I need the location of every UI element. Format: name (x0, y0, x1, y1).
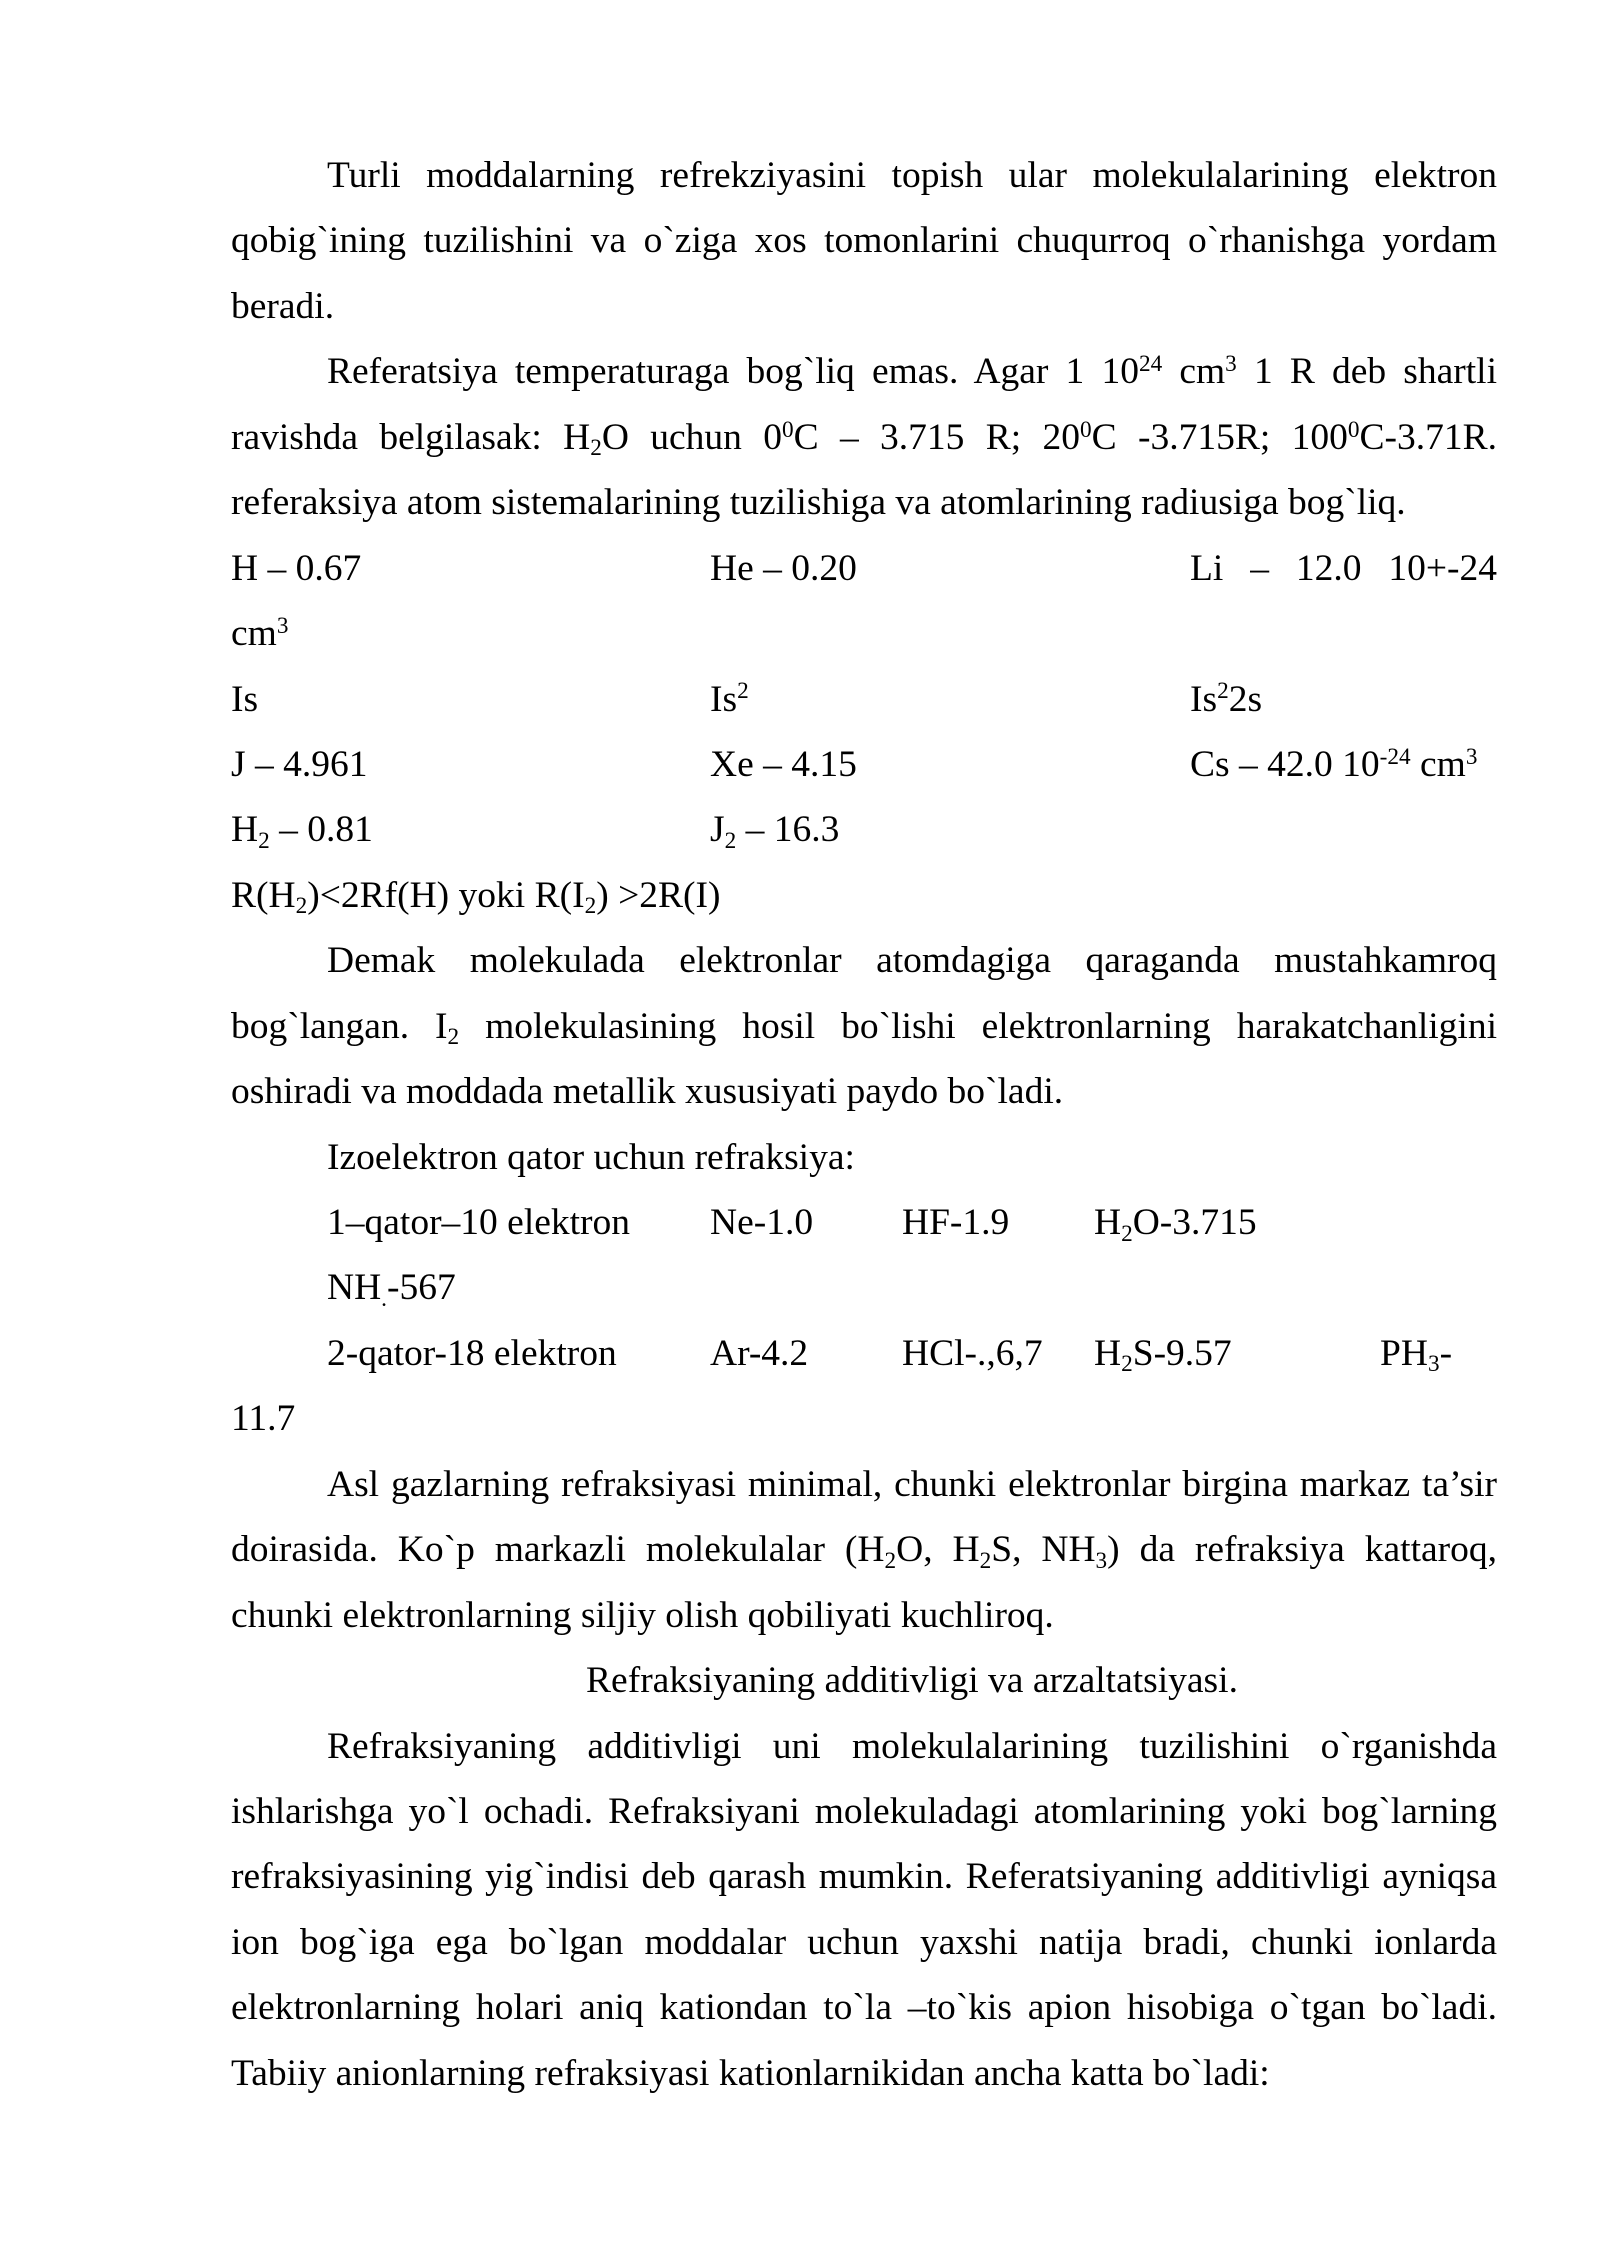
text-segment: J (710, 809, 725, 851)
isoelectronic-row-2 (231, 1321, 1497, 1386)
table-cell: He – 0.20 (710, 547, 857, 589)
text-segment: – 16.3 (736, 809, 840, 851)
subscript: 3 (1427, 1351, 1440, 1378)
table-cell (231, 797, 373, 862)
table-cell: J – 4.961 (231, 743, 368, 785)
paragraph-3-line-1: Demak molekulada elektronlar atomdagiga qaraganda mustahkamroq (327, 940, 1497, 982)
table-cell (710, 667, 749, 732)
subscript: 2 (979, 1547, 992, 1574)
table-cell (710, 797, 839, 862)
paragraph-5-line-6: Tabiiy anionlarning refraksiyasi kationlarnikidan ancha katta bo`ladi: (231, 2052, 1270, 2094)
paragraph-1-line-1: Turli moddalarning refrekziyasini topish ular molekulalarining elektron (327, 155, 1497, 196)
text-segment: S, NH (991, 1529, 1096, 1571)
text-segment: ) da refraksiya kattaroq, (1107, 1529, 1497, 1571)
series-value: HCl-.,6,7 (902, 1332, 1043, 1374)
subscript: 2 (1121, 1351, 1133, 1378)
table-row-3 (231, 732, 1497, 797)
table-row-2 (231, 667, 1497, 732)
text-segment: - (1439, 1332, 1453, 1374)
text-segment: O, H (896, 1529, 980, 1571)
paragraph-4-line-1: Asl gazlarning refraksiyasi minimal, chunki elektronlar birgina markaz ta’sir (327, 1463, 1497, 1505)
text-segment: cm (231, 613, 277, 655)
subscript: 2 (295, 893, 308, 920)
subscript: 2 (1121, 1220, 1133, 1247)
text-segment: cm (1162, 351, 1226, 393)
subscript: . (381, 1285, 387, 1312)
text-segment: -567 (386, 1267, 456, 1309)
text-segment: doirasida. Ko`p markazli molekulalar (H (231, 1529, 885, 1571)
section-heading: Refraksiyaning additivligi va arzaltatsiyasi. (586, 1660, 1238, 1702)
text-segment: C-3.71R. (1359, 416, 1497, 458)
superscript: 0 (1080, 416, 1092, 443)
text-segment: 1 R deb shartli (1236, 351, 1497, 393)
text-segment: C – 3.715 R; 20 (793, 416, 1081, 458)
table-cell (1190, 667, 1262, 732)
text-segment: NH (327, 1267, 382, 1309)
text-segment: Referatsiya temperaturaga bog`liq emas. Agar 1 10 (327, 351, 1139, 393)
series-label: 1–qator–10 elektron (327, 1202, 631, 1243)
paragraph-5-line-4: ion bog`iga ega bo`lgan moddalar uchun yaxshi natija bradi, chunki ionlarda (231, 1921, 1497, 1963)
text-segment: bog`langan. I (231, 1005, 448, 1047)
paragraph-2-line-1 (231, 339, 1497, 404)
isoelectronic-row-1 (231, 1190, 1497, 1255)
superscript: 2 (1217, 678, 1229, 705)
subscript: 3 (1095, 1547, 1108, 1574)
text-segment: H (231, 809, 259, 851)
superscript: 3 (276, 612, 289, 639)
subscript: 2 (724, 827, 737, 854)
table-cell: Li – 12.0 10+-24 (1190, 547, 1497, 589)
paragraph-2-line-3: referaksiya atom sistemalarining tuzilishiga va atomlarining radiusiga bog`liq. (231, 482, 1406, 524)
paragraph-3-line-3: oshiradi va moddada metallik xususiyati paydo bo`ladi. (231, 1071, 1064, 1113)
subscript: 2 (584, 893, 597, 920)
series-value (1094, 1321, 1232, 1386)
text-segment: R(H (231, 874, 296, 916)
text-segment: Is (1190, 678, 1218, 720)
table-cell: Xe – 4.15 (710, 743, 857, 785)
text-segment: C -3.715R; 100 (1091, 416, 1348, 458)
page-body (231, 143, 1497, 2106)
paragraph-2-line-2 (231, 405, 1497, 470)
text-segment: )<2Rf(H) yoki R(I (307, 874, 585, 916)
text-segment: cm (1410, 743, 1466, 785)
paragraph-4-line-2 (231, 1517, 1497, 1582)
series-value (327, 1255, 456, 1320)
paragraph-3-line-2 (231, 994, 1497, 1059)
table-cell (1190, 732, 1477, 797)
paragraph-5-line-2: ishlarishga yo`l ochadi. Refraksiyani molekuladagi atomlarining yoki bog`larning (231, 1790, 1497, 1832)
text-segment: ravishda belgilasak: H (231, 416, 591, 458)
paragraph-4-line-3: chunki elektronlarning siljiy olish qobiliyati kuchliroq. (231, 1594, 1054, 1636)
text-segment: molekulasining hosil bo`lishi elektronlarning harakatchanligini (459, 1005, 1497, 1047)
text-segment: S-9.57 (1132, 1332, 1232, 1374)
table-cell: Is (231, 678, 259, 720)
series-value: Ne-1.0 (710, 1202, 814, 1243)
superscript: 3 (1225, 351, 1237, 378)
paragraph-1-line-3: beradi. (231, 285, 335, 327)
table-row-1 (231, 536, 1497, 601)
relation-line (231, 863, 1497, 928)
superscript: 0 (1347, 416, 1360, 443)
paragraph-1-line-2: qobig`ining tuzilishini va o`ziga xos tomonlarini chuqurroq o`rhanishga yordam (231, 220, 1497, 262)
text-segment: Cs – 42.0 10 (1190, 743, 1380, 785)
text-segment: PH (1380, 1332, 1428, 1374)
superscript: 3 (1465, 743, 1478, 770)
text-segment: H (1094, 1332, 1122, 1374)
series-value (1094, 1190, 1257, 1255)
subscript: 2 (884, 1547, 897, 1574)
text-segment: H (1094, 1202, 1122, 1243)
table-cell: H – 0.67 (231, 547, 362, 589)
series-value: HF-1.9 (902, 1202, 1010, 1243)
text-segment: O uchun 0 (601, 416, 782, 458)
table-row-1-wrap (231, 601, 1497, 666)
isoelectronic-intro: Izoelektron qator uchun refraksiya: (327, 1136, 855, 1178)
paragraph-5-line-5: elektronlarning holari aniq kationdan to`la –to`kis apion hisobiga o`tgan bo`ladi. (231, 1987, 1497, 2029)
subscript: 2 (590, 435, 602, 462)
series-label: 2-qator-18 elektron (327, 1332, 617, 1374)
series-value: Ar-4.2 (710, 1332, 809, 1374)
isoelectronic-row-2-wrap: 11.7 (231, 1398, 296, 1440)
superscript: 0 (782, 416, 794, 443)
superscript: -24 (1379, 743, 1411, 770)
superscript: 2 (737, 678, 749, 705)
text-segment: ) >2R(I) (596, 874, 721, 916)
subscript: 2 (447, 1024, 460, 1051)
text-segment: O-3.715 (1132, 1202, 1257, 1243)
text-segment: Is (710, 678, 738, 720)
subscript: 2 (258, 827, 270, 854)
paragraph-5-line-1: Refraksiyaning additivligi uni molekulalarining tuzilishini o`rganishda (327, 1725, 1497, 1767)
text-segment: – 0.81 (269, 809, 373, 851)
series-value (1380, 1321, 1452, 1386)
superscript: 24 (1138, 351, 1163, 378)
table-row-4 (231, 797, 1497, 862)
isoelectronic-row-1-wrap (231, 1255, 1497, 1320)
paragraph-5-line-3: refraksiyasining yig`indisi deb qarash mumkin. Referatsiyaning additivligi ayniqsa (231, 1856, 1497, 1898)
text-segment: 2s (1228, 678, 1263, 720)
